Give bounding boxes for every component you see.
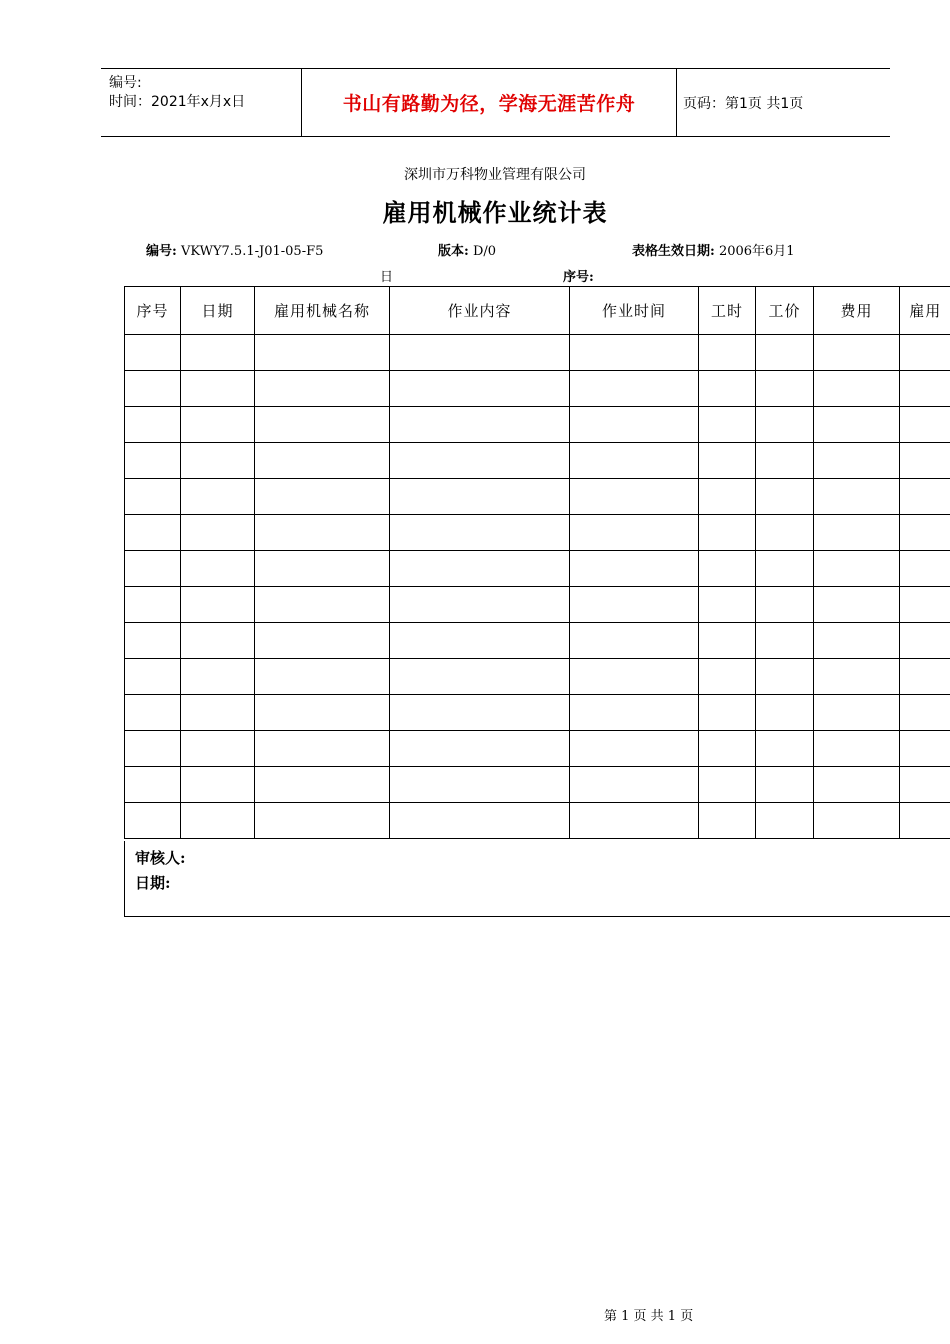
- table-cell[interactable]: [181, 407, 255, 443]
- table-cell[interactable]: [390, 623, 570, 659]
- table-cell[interactable]: [255, 371, 390, 407]
- table-cell[interactable]: [570, 731, 699, 767]
- table-row: [125, 443, 950, 479]
- table-cell[interactable]: [390, 515, 570, 551]
- table-row: [125, 695, 950, 731]
- table-cell[interactable]: [390, 407, 570, 443]
- table-cell[interactable]: [390, 767, 570, 803]
- form-effective-wrap: 日: [380, 270, 394, 285]
- table-cell[interactable]: [756, 551, 814, 587]
- table-cell[interactable]: [699, 695, 756, 731]
- form-version: [438, 240, 496, 259]
- table-cell[interactable]: [570, 623, 699, 659]
- table-cell[interactable]: [900, 587, 950, 623]
- table-cell[interactable]: [900, 551, 950, 587]
- table-cell[interactable]: [255, 407, 390, 443]
- table-row: [125, 551, 950, 587]
- table-cell[interactable]: [570, 587, 699, 623]
- table-cell[interactable]: [699, 587, 756, 623]
- table-cell[interactable]: [900, 695, 950, 731]
- header-code-label: 编号:: [109, 75, 142, 91]
- col-header-date: 日期: [181, 287, 255, 335]
- table-cell[interactable]: [125, 803, 181, 839]
- table-cell[interactable]: [390, 731, 570, 767]
- table-cell[interactable]: [255, 803, 390, 839]
- form-version-value: D/0: [472, 244, 497, 259]
- table-cell[interactable]: [814, 803, 900, 839]
- table-cell[interactable]: [900, 623, 950, 659]
- table-cell[interactable]: [814, 731, 900, 767]
- table-cell[interactable]: [390, 443, 570, 479]
- table-cell[interactable]: [900, 335, 950, 371]
- table-cell[interactable]: [699, 335, 756, 371]
- table-cell[interactable]: [900, 659, 950, 695]
- table-cell[interactable]: [900, 803, 950, 839]
- page-footer: 第 1 页 共 1 页: [604, 1309, 694, 1324]
- table-cell[interactable]: [255, 695, 390, 731]
- table-cell[interactable]: [814, 407, 900, 443]
- table-row: [125, 371, 950, 407]
- table-cell[interactable]: [814, 515, 900, 551]
- table-row: [125, 623, 950, 659]
- table-cell[interactable]: [125, 407, 181, 443]
- table-cell[interactable]: [255, 731, 390, 767]
- table-cell[interactable]: [756, 515, 814, 551]
- table-cell[interactable]: [900, 767, 950, 803]
- table-cell[interactable]: [570, 479, 699, 515]
- col-header-cost: 费用: [814, 287, 900, 335]
- table-cell[interactable]: [181, 623, 255, 659]
- col-header-work-content: 作业内容: [390, 287, 570, 335]
- table-row: [125, 767, 950, 803]
- table-cell[interactable]: [181, 767, 255, 803]
- table-cell[interactable]: [699, 767, 756, 803]
- table-cell[interactable]: [255, 515, 390, 551]
- table-cell[interactable]: [570, 803, 699, 839]
- table-cell[interactable]: [756, 407, 814, 443]
- table-cell[interactable]: [181, 443, 255, 479]
- table-cell[interactable]: [814, 335, 900, 371]
- table-cell[interactable]: [699, 659, 756, 695]
- table-cell[interactable]: [255, 551, 390, 587]
- header-time-label: 时间：2021年x月x日: [109, 94, 246, 110]
- table-cell[interactable]: [125, 659, 181, 695]
- table-cell[interactable]: [699, 803, 756, 839]
- table-cell[interactable]: [814, 623, 900, 659]
- form-title: 雇用机械作业统计表: [382, 198, 608, 227]
- table-cell[interactable]: [390, 695, 570, 731]
- table-cell[interactable]: [900, 515, 950, 551]
- table-cell[interactable]: [125, 515, 181, 551]
- table-cell[interactable]: [390, 551, 570, 587]
- table-cell[interactable]: [125, 623, 181, 659]
- document-header: [101, 68, 890, 137]
- table-row: [125, 515, 950, 551]
- table-row: [125, 659, 950, 695]
- table-cell[interactable]: [125, 335, 181, 371]
- col-header-hire: 雇用: [900, 287, 950, 335]
- form-serial-label: 序号:: [563, 270, 594, 285]
- table-cell[interactable]: [570, 371, 699, 407]
- table-cell[interactable]: [756, 767, 814, 803]
- table-cell[interactable]: [125, 767, 181, 803]
- col-header-rate: 工价: [756, 287, 814, 335]
- table-cell[interactable]: [125, 551, 181, 587]
- statistics-table: [124, 286, 950, 839]
- table-cell[interactable]: [181, 479, 255, 515]
- col-header-serial: 序号: [125, 287, 181, 335]
- table-cell[interactable]: [181, 371, 255, 407]
- table-cell[interactable]: [814, 551, 900, 587]
- table-cell[interactable]: [756, 479, 814, 515]
- table-cell[interactable]: [390, 371, 570, 407]
- table-cell[interactable]: [756, 695, 814, 731]
- table-cell[interactable]: [255, 335, 390, 371]
- form-code-value: VKWY7.5.1-J01-05-F5: [180, 244, 324, 259]
- header-info-cell: [101, 69, 302, 136]
- table-body: [125, 335, 950, 839]
- table-cell[interactable]: [699, 443, 756, 479]
- table-cell[interactable]: [900, 479, 950, 515]
- table-cell[interactable]: [125, 479, 181, 515]
- table-cell[interactable]: [900, 731, 950, 767]
- table-cell[interactable]: [699, 551, 756, 587]
- col-header-work-time: 作业时间: [570, 287, 699, 335]
- table-cell[interactable]: [181, 587, 255, 623]
- table-cell[interactable]: [570, 767, 699, 803]
- form-effective-value: 2006年6月1: [718, 244, 795, 259]
- table-cell[interactable]: [814, 695, 900, 731]
- table-cell[interactable]: [900, 407, 950, 443]
- form-effective-date: [632, 240, 795, 259]
- table-cell[interactable]: [255, 443, 390, 479]
- table-cell[interactable]: [181, 695, 255, 731]
- approval-date-label: 日期:: [135, 874, 171, 892]
- table-cell[interactable]: [756, 623, 814, 659]
- table-cell[interactable]: [699, 515, 756, 551]
- table-cell[interactable]: [255, 767, 390, 803]
- table-row: [125, 731, 950, 767]
- table-cell[interactable]: [125, 443, 181, 479]
- table-cell[interactable]: [699, 407, 756, 443]
- table-cell[interactable]: [570, 551, 699, 587]
- table-cell[interactable]: [814, 767, 900, 803]
- table-cell[interactable]: [570, 443, 699, 479]
- reviewer-label: 审核人:: [135, 849, 186, 867]
- table-cell[interactable]: [390, 587, 570, 623]
- header-page-cell: [677, 69, 890, 136]
- form-version-label: 版本:: [438, 244, 469, 259]
- table-cell[interactable]: [570, 335, 699, 371]
- table-cell[interactable]: [125, 695, 181, 731]
- header-page-info: 页码：第1页 共1页: [683, 95, 804, 112]
- table-cell[interactable]: [756, 731, 814, 767]
- table-row: [125, 407, 950, 443]
- table-cell[interactable]: [255, 659, 390, 695]
- table-row: [125, 479, 950, 515]
- table-cell[interactable]: [756, 803, 814, 839]
- table-header-row: [125, 287, 950, 335]
- table-cell[interactable]: [900, 443, 950, 479]
- table-cell[interactable]: [756, 443, 814, 479]
- form-code: [146, 240, 323, 259]
- table-row: [125, 803, 950, 839]
- table-cell[interactable]: [814, 659, 900, 695]
- table-cell[interactable]: [699, 623, 756, 659]
- table-cell[interactable]: [181, 551, 255, 587]
- table-cell[interactable]: [699, 479, 756, 515]
- table-cell[interactable]: [570, 407, 699, 443]
- table-cell[interactable]: [181, 335, 255, 371]
- table-cell[interactable]: [699, 731, 756, 767]
- table-cell[interactable]: [390, 479, 570, 515]
- table-row: [125, 335, 950, 371]
- form-code-label: 编号:: [146, 244, 177, 259]
- table-cell[interactable]: [390, 803, 570, 839]
- table-cell[interactable]: [570, 515, 699, 551]
- table-row: [125, 587, 950, 623]
- table-cell[interactable]: [255, 623, 390, 659]
- table-cell[interactable]: [756, 371, 814, 407]
- table-cell[interactable]: [181, 803, 255, 839]
- header-motto-cell: [302, 69, 677, 136]
- table-cell[interactable]: [125, 371, 181, 407]
- table-cell[interactable]: [255, 479, 390, 515]
- table-cell[interactable]: [814, 371, 900, 407]
- table-cell[interactable]: [756, 587, 814, 623]
- table-cell[interactable]: [570, 659, 699, 695]
- table-cell[interactable]: [390, 335, 570, 371]
- form-effective-label: 表格生效日期:: [632, 244, 715, 259]
- table-cell[interactable]: [699, 371, 756, 407]
- table-cell[interactable]: [125, 587, 181, 623]
- col-header-hours: 工时: [699, 287, 756, 335]
- table-cell[interactable]: [900, 371, 950, 407]
- form-serial: [563, 266, 594, 285]
- table-cell[interactable]: [570, 695, 699, 731]
- table-cell[interactable]: [181, 731, 255, 767]
- table-cell[interactable]: [390, 659, 570, 695]
- table-cell[interactable]: [814, 479, 900, 515]
- company-name: 深圳市万科物业管理有限公司: [404, 167, 586, 183]
- table-cell[interactable]: [814, 443, 900, 479]
- col-header-machine-name: 雇用机械名称: [255, 287, 390, 335]
- header-motto: 书山有路勤为径，学海无涯苦作舟: [342, 93, 636, 115]
- table-cell[interactable]: [756, 335, 814, 371]
- table-cell[interactable]: [814, 587, 900, 623]
- table-cell[interactable]: [125, 731, 181, 767]
- approval-section: [124, 841, 950, 917]
- table-cell[interactable]: [181, 659, 255, 695]
- table-cell[interactable]: [181, 515, 255, 551]
- table-cell[interactable]: [255, 587, 390, 623]
- table-cell[interactable]: [756, 659, 814, 695]
